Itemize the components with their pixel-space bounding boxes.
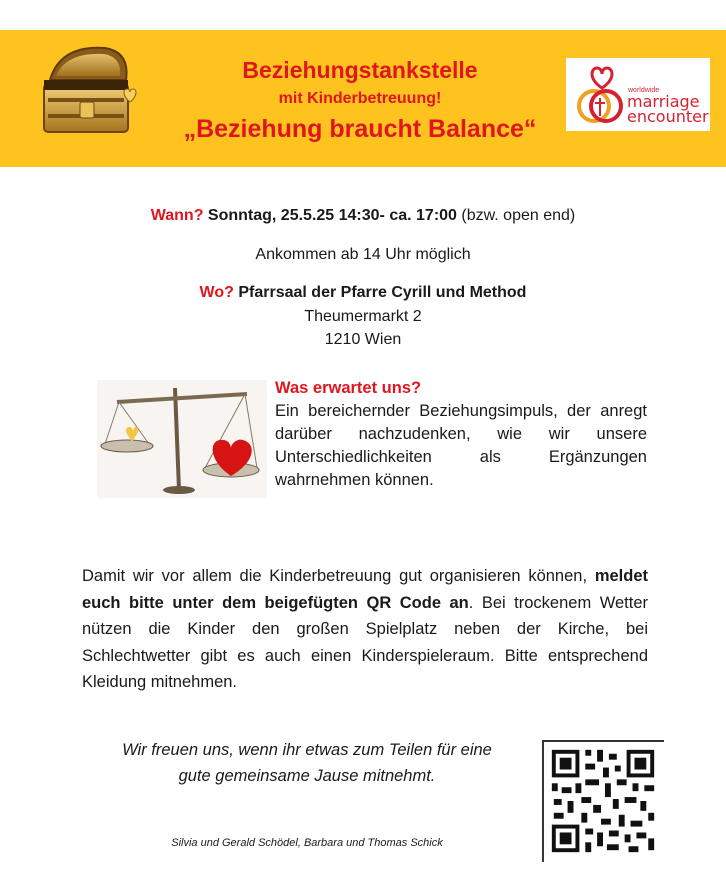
where-city: 1210 Wien (324, 331, 402, 348)
event-title: Beziehungstankstelle (242, 57, 478, 83)
when-value: Sonntag, 25.5.25 14:30- ca. 17:00 (207, 207, 457, 224)
where-label: Wo? (199, 284, 234, 301)
logo-text-small: worldwide (628, 87, 660, 94)
expect-section (275, 377, 647, 492)
closing-line-1: Wir freuen uns, wenn ihr etwas zum Teilen für eine (122, 741, 492, 759)
event-subtitle: mit Kinderbetreuung! (278, 90, 442, 107)
when-note: (bzw. open end) (461, 207, 576, 224)
expect-heading: Was erwartet uns? (275, 379, 422, 397)
when-label: Wann? (150, 207, 204, 224)
where-street: Theumermarkt 2 (304, 308, 422, 325)
event-motto: „Beziehung braucht Balance“ (183, 115, 537, 143)
logo-line-1: marriage (627, 92, 700, 111)
closing-text (82, 737, 532, 789)
qr-code[interactable] (542, 739, 664, 863)
where-line (0, 284, 726, 302)
expect-body: Ein bereichernder Beziehungsimpuls, der anregt darüber nachzudenken, wie wir unsere Unterschiedlichkeiten als Ergänzungen wahrnehmen können. (275, 402, 647, 489)
signature: Silvia und Gerald Schödel, Barbara und Thomas Schick (171, 837, 443, 849)
when-line (0, 207, 726, 225)
arrival-line: Ankommen ab 14 Uhr möglich (255, 246, 471, 263)
info-paragraph (82, 563, 648, 696)
closing-line-2: gute gemeinsame Jause mitnehmt. (178, 767, 436, 785)
logo-text (627, 94, 709, 124)
info-part-1: Damit wir vor allem die Kinderbetreuung gut organisieren können, (82, 567, 588, 585)
marriage-encounter-logo (566, 58, 710, 131)
balance-scale-image (97, 380, 267, 498)
treasure-chest-icon (30, 40, 140, 140)
info-bold: meldet euch bitte unter dem beigefügten QR Code an (82, 567, 648, 612)
where-value: Pfarrsaal der Pfarre Cyrill und Method (238, 284, 527, 301)
title-block (150, 56, 570, 144)
info-part-2: . Bei trockenem Wetter nützen die Kinder den großen Spielplatz neben der Kirche, bei Schlechtwetter gibt es auch einen Kinderspieleraum. Bitte entsprechend Kleidung mitnehmen. (82, 593, 648, 691)
logo-line-2: encounter (627, 107, 709, 126)
logo-heart-icon (572, 64, 628, 126)
